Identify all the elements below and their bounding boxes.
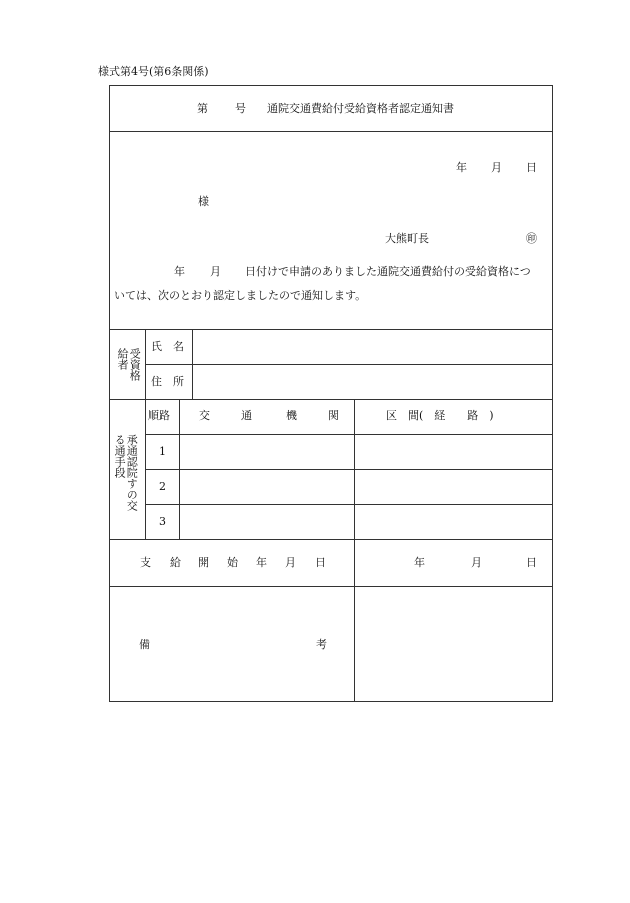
route-number-2: 2: [159, 480, 166, 493]
body-text-line-1: 日付けで申請のありました通院交通費給付の受給資格につ: [245, 265, 531, 278]
means-header-char-1: 交: [199, 409, 210, 422]
start-date-day: 日: [526, 556, 537, 569]
notice-form: [109, 85, 553, 702]
column-group-label: [145, 329, 146, 539]
recipient-group-label: 受資格給者: [116, 348, 142, 381]
divider-start-date: [110, 586, 552, 587]
body-month: 月: [210, 265, 221, 278]
name-label: 氏 名: [151, 340, 184, 353]
column-recipient-label: [192, 329, 193, 399]
column-section: [354, 399, 355, 701]
body-year: 年: [174, 265, 185, 278]
title-go: 号: [235, 102, 246, 115]
addressee-honorific: 様: [198, 195, 209, 208]
seal-mark: ㊞: [526, 232, 537, 245]
route-number-1: 1: [159, 445, 166, 458]
start-date-label-2: 給: [170, 556, 181, 569]
remarks-label-right: 考: [316, 638, 327, 651]
column-order: [179, 399, 180, 539]
divider-recipient: [110, 399, 552, 400]
document-title: 通院交通費給付受給資格者認定通知書: [267, 102, 454, 115]
form-number-label: 様式第4号(第6条関係): [98, 65, 209, 78]
start-date-label-5: 年: [256, 556, 267, 569]
date-year: 年: [456, 161, 467, 174]
divider-transport-row-1: [145, 469, 552, 470]
start-date-label-6: 月: [285, 556, 296, 569]
body-text-line-2: いては、次のとおり認定しましたので通知します。: [114, 289, 367, 302]
divider-title: [110, 131, 552, 132]
date-month: 月: [491, 161, 502, 174]
divider-transport-header: [145, 434, 552, 435]
start-date-label-3: 開: [198, 556, 209, 569]
divider-transport: [110, 539, 552, 540]
start-date-label-4: 始: [227, 556, 238, 569]
divider-transport-row-2: [145, 504, 552, 505]
start-date-label-1: 支: [140, 556, 151, 569]
start-date-month: 月: [471, 556, 482, 569]
remarks-label-left: 備: [139, 638, 150, 651]
title-dai: 第: [197, 102, 208, 115]
divider-body: [110, 329, 552, 330]
start-date-label-7: 日: [315, 556, 326, 569]
transport-group-label: 承通認院すの交る通手段: [113, 434, 139, 511]
means-header-char-2: 通: [241, 409, 252, 422]
means-header-char-3: 機: [286, 409, 297, 422]
divider-recipient-row: [145, 364, 552, 365]
means-header-char-4: 関: [328, 409, 339, 422]
start-date-year: 年: [414, 556, 425, 569]
route-number-3: 3: [159, 515, 166, 528]
order-header: 順路: [148, 409, 170, 422]
address-label: 住 所: [151, 375, 184, 388]
section-header: 区 間( 経 路 ): [386, 409, 494, 422]
sender-name: 大熊町長: [385, 232, 429, 245]
date-day: 日: [526, 161, 537, 174]
